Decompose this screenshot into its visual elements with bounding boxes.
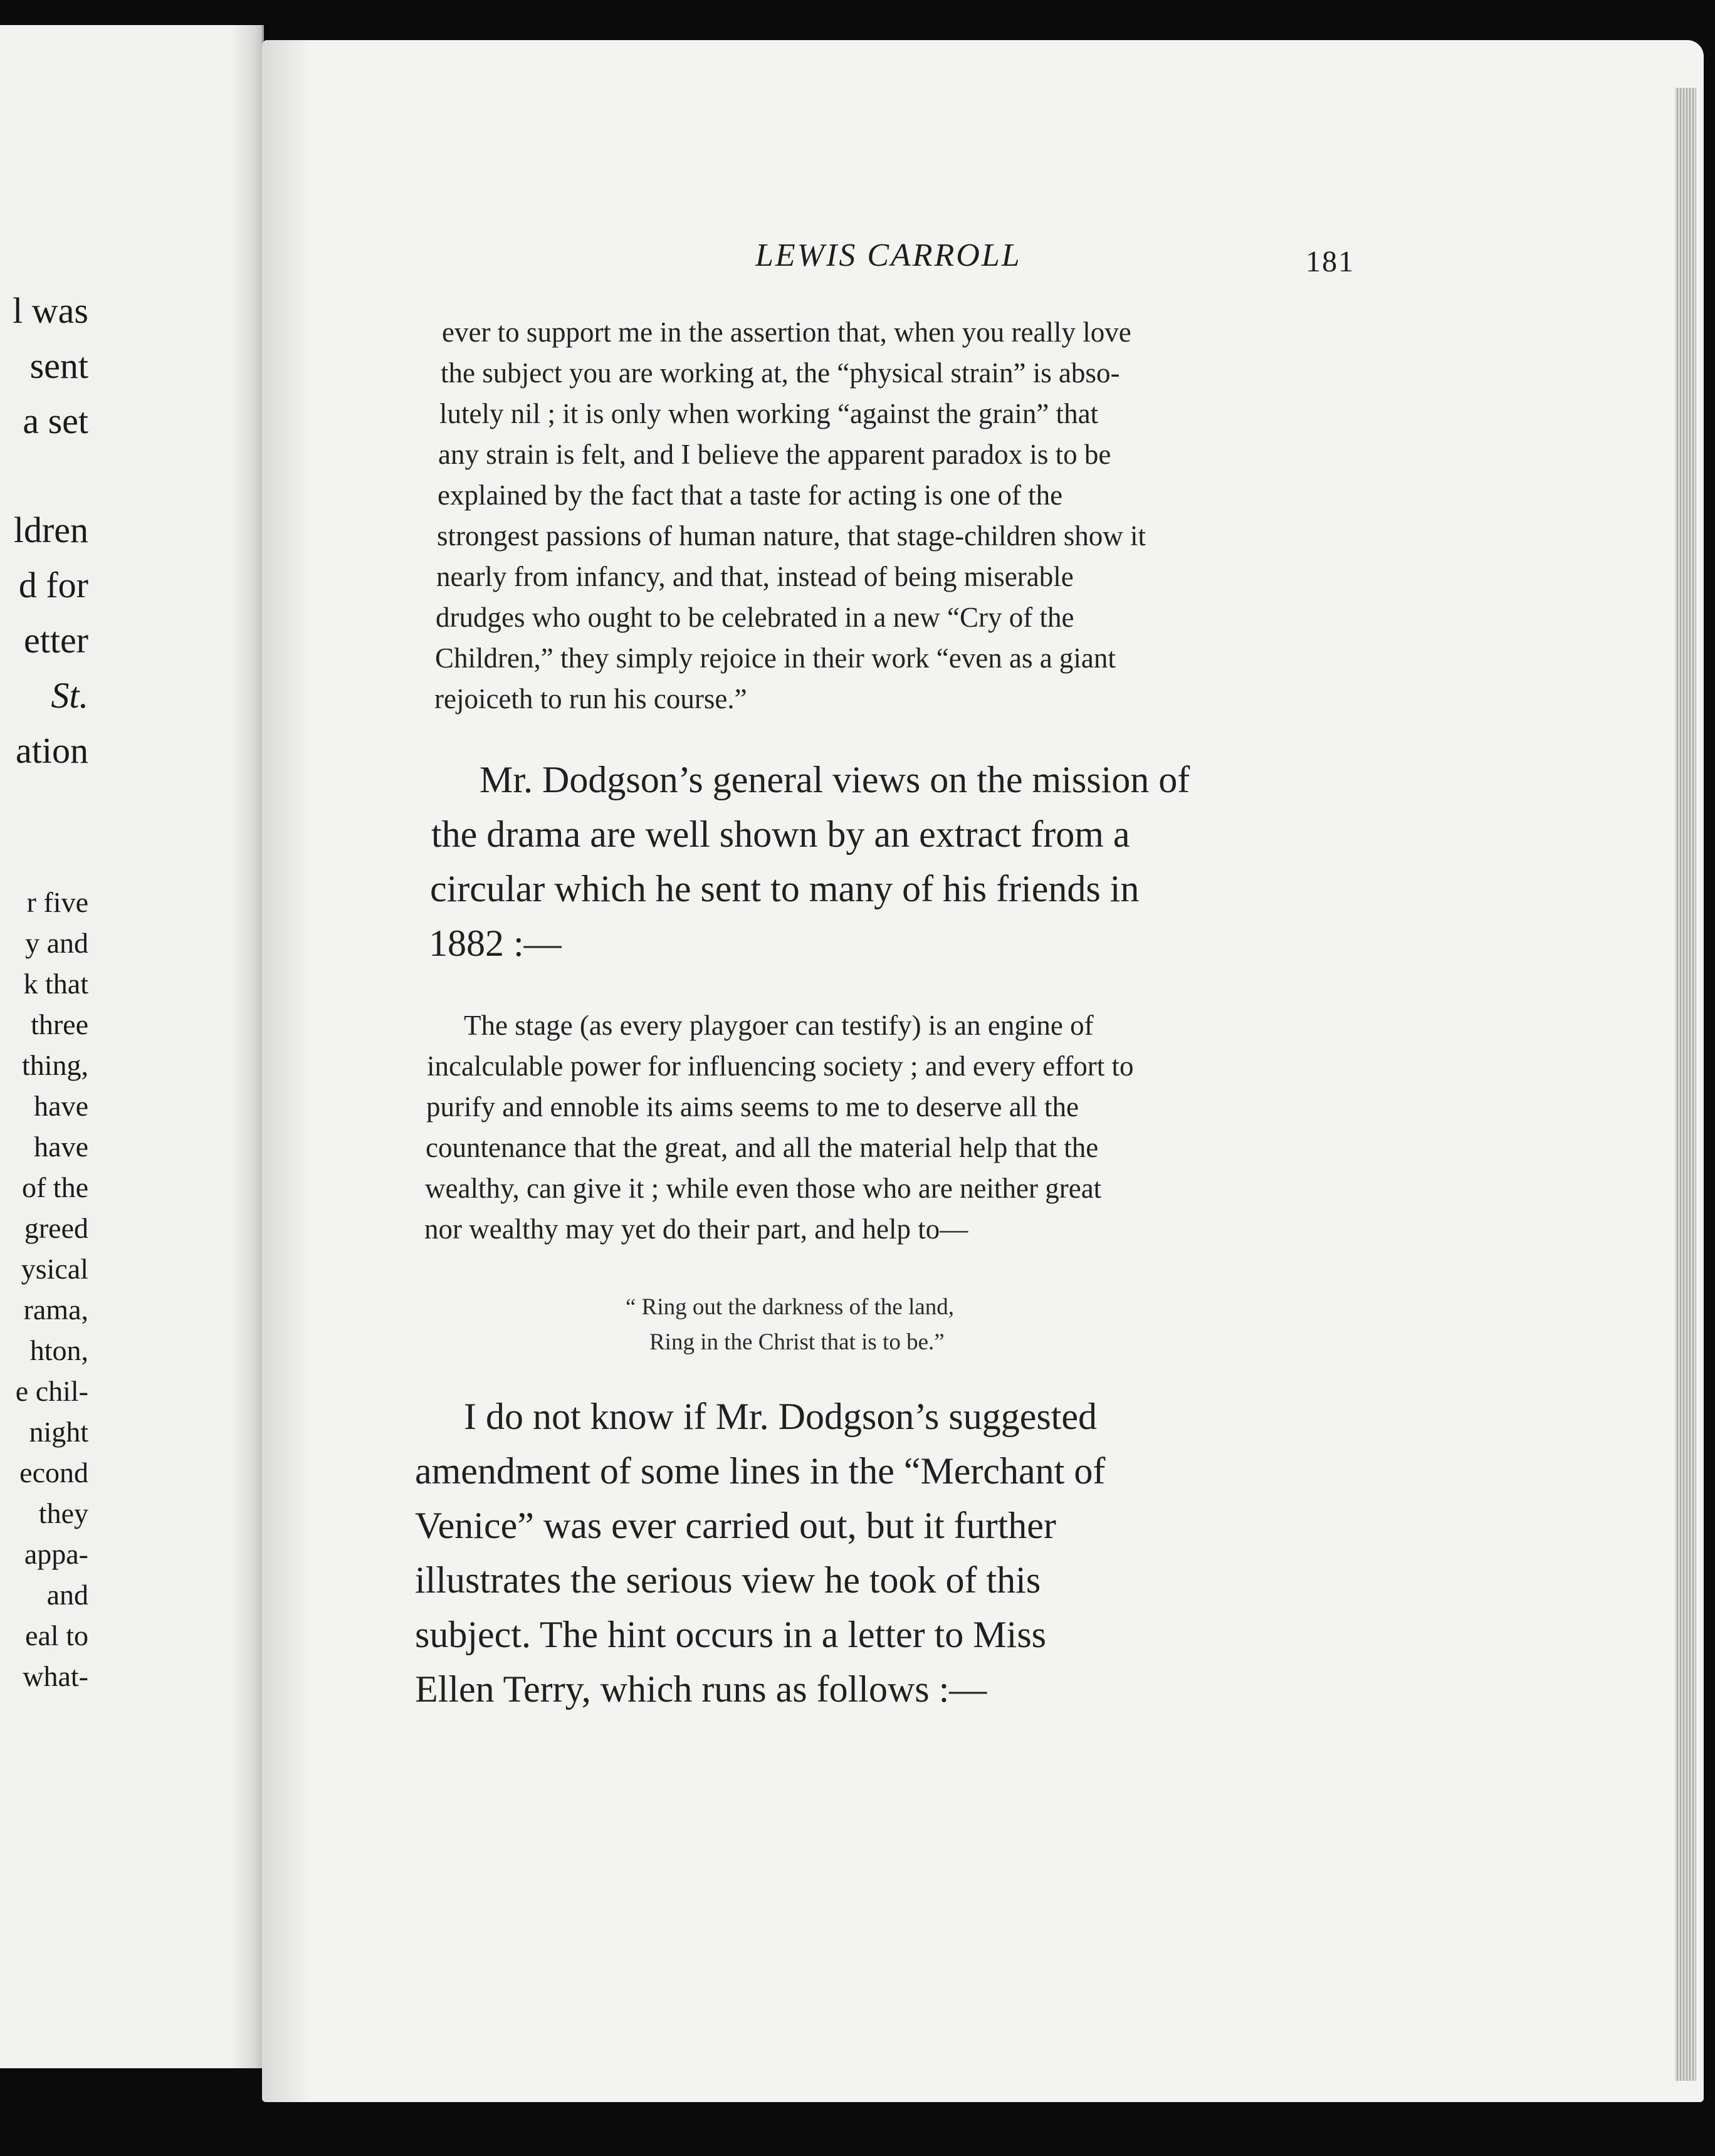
left-line: what- <box>23 1660 88 1692</box>
left-line: ysical <box>21 1253 88 1285</box>
text-line: circular which he sent to many of his friends in <box>430 868 1140 909</box>
text-line: nearly from infancy, and that, instead of being miserable <box>436 561 1074 592</box>
left-line: have <box>34 1131 88 1163</box>
text-line: subject. The hint occurs in a letter to Miss <box>415 1614 1047 1655</box>
verse-line: “ Ring out the darkness of the land, <box>626 1294 955 1320</box>
quote-line: wealthy, can give it ; while even those who are neither great <box>425 1173 1102 1204</box>
left-line: they <box>38 1497 88 1529</box>
text-line: any strain is felt, and I believe the apparent paradox is to be <box>438 439 1111 470</box>
quote-line: purify and ennoble its aims seems to me to deserve all the <box>426 1091 1079 1122</box>
left-line: appa- <box>24 1538 88 1570</box>
left-line: sent <box>29 345 88 386</box>
left-line: have <box>34 1090 88 1122</box>
text-line: Venice” was ever carried out, but it further <box>415 1505 1056 1546</box>
left-line: etter <box>23 620 88 661</box>
binding-shadow <box>262 40 312 2102</box>
text-line: the drama are well shown by an extract from a <box>431 814 1130 855</box>
text-line: the subject you are working at, the “physical strain” is abso- <box>441 357 1120 389</box>
quote-line: The stage (as every playgoer can testify) is an engine of <box>464 1010 1094 1041</box>
left-line: hton, <box>29 1334 88 1366</box>
verse-line: Ring in the Christ that is to be.” <box>649 1329 945 1355</box>
left-line: l was <box>13 290 88 331</box>
text-line: Ellen Terry, which runs as follows :— <box>415 1668 987 1710</box>
text-line: 1882 :— <box>429 923 562 964</box>
left-line: thing, <box>21 1049 88 1081</box>
text-line: I do not know if Mr. Dodgson’s suggested <box>464 1396 1097 1437</box>
left-line: three <box>31 1008 88 1040</box>
text-line: ever to support me in the assertion that, when you really love <box>442 317 1131 348</box>
running-head: LEWIS CARROLL <box>755 238 1022 273</box>
left-line: greed <box>24 1212 88 1244</box>
left-line: of the <box>21 1171 88 1203</box>
text-line: Mr. Dodgson’s general views on the mission of <box>480 759 1190 800</box>
left-line: y and <box>25 927 88 959</box>
quote-line: countenance that the great, and all the material help that the <box>426 1132 1099 1163</box>
text-line: lutely nil ; it is only when working “against the grain” that <box>439 398 1099 429</box>
page-edges <box>1675 88 1696 2081</box>
text-line: drudges who ought to be celebrated in a new “Cry of the <box>436 602 1074 633</box>
left-line: ation <box>16 730 88 771</box>
text-line: illustrates the serious view he took of this <box>415 1559 1041 1601</box>
text-line: rejoiceth to run his course.” <box>434 683 747 714</box>
text-line: strongest passions of human nature, that stage-children show it <box>437 520 1146 552</box>
left-line: e chil- <box>15 1375 88 1407</box>
quote-line: nor wealthy may yet do their part, and help to— <box>424 1213 968 1245</box>
left-page <box>0 25 264 2068</box>
text-line: amendment of some lines in the “Merchant of <box>415 1450 1106 1492</box>
left-line: night <box>29 1416 88 1448</box>
left-line: d for <box>18 565 88 605</box>
text-line: explained by the fact that a taste for acting is one of the <box>438 479 1063 511</box>
left-line: a set <box>23 400 88 441</box>
left-line: ldren <box>13 510 88 550</box>
quote-line: incalculable power for influencing society ; and every effort to <box>427 1050 1134 1082</box>
text-line: Children,” they simply rejoice in their work “even as a giant <box>435 642 1116 674</box>
left-line: econd <box>19 1457 88 1489</box>
left-line: k that <box>23 968 88 1000</box>
left-line: rama, <box>23 1294 88 1326</box>
left-line: St. <box>51 675 88 716</box>
page-number: 181 <box>1306 245 1355 278</box>
left-line: eal to <box>25 1620 88 1651</box>
left-line: and <box>46 1579 88 1611</box>
left-line: r five <box>26 886 88 918</box>
